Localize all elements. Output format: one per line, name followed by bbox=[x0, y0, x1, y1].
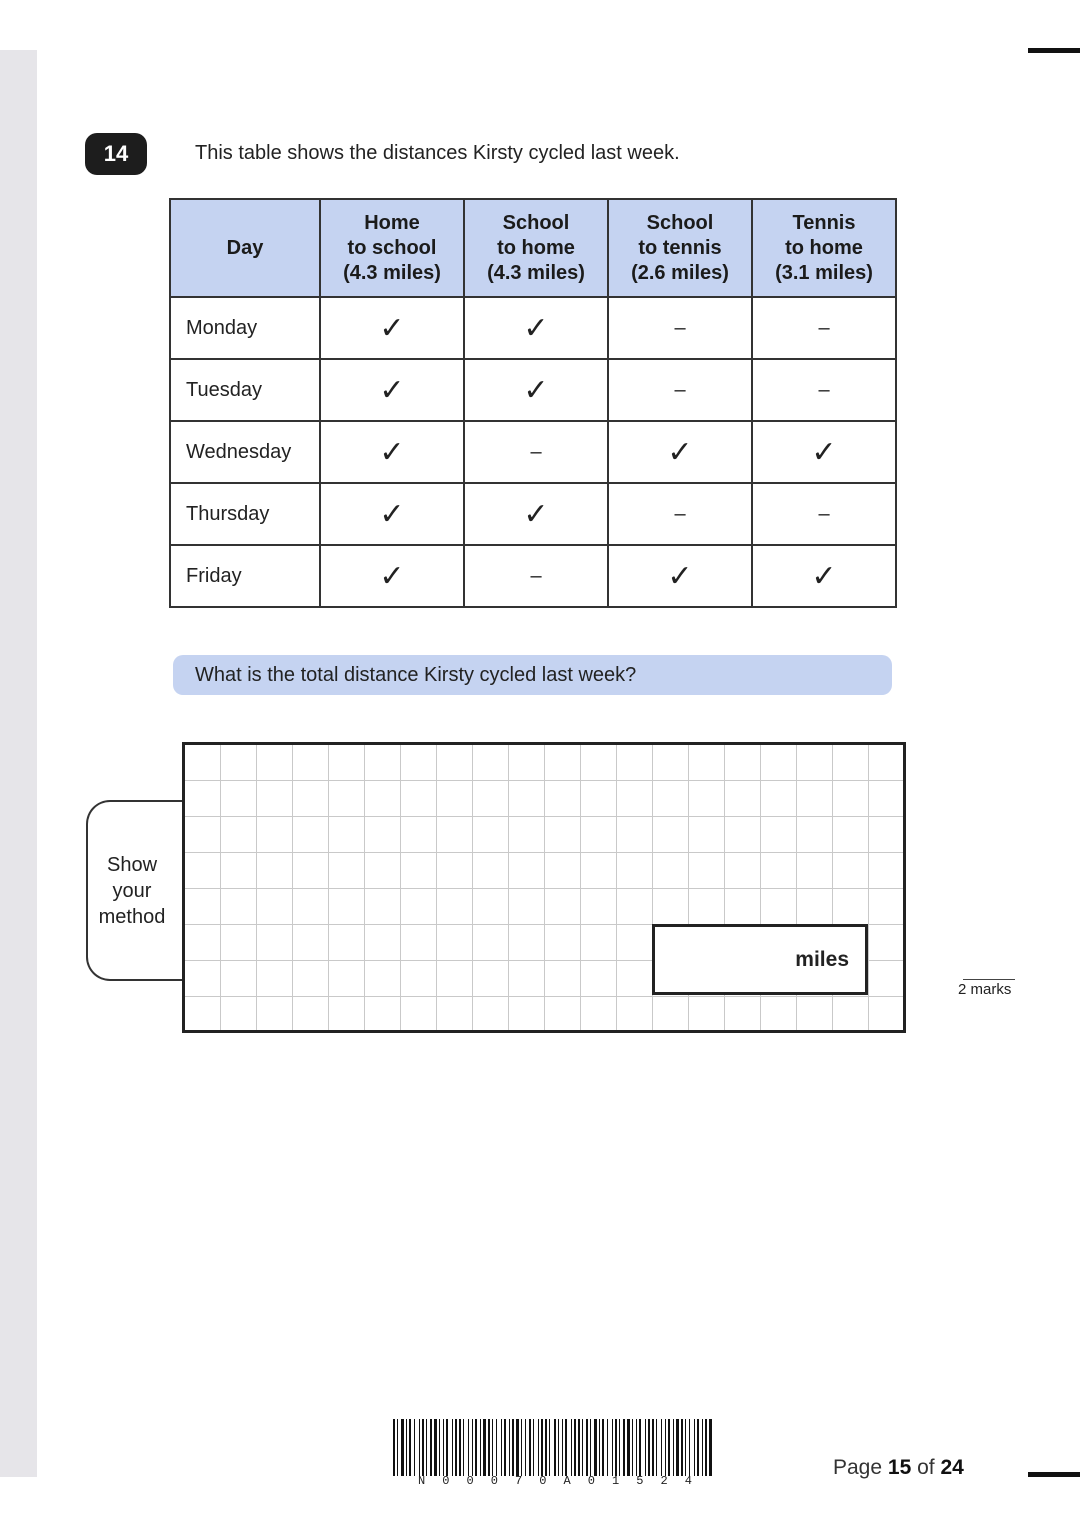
barcode-bar bbox=[578, 1419, 580, 1476]
trip-cell: – bbox=[464, 421, 608, 483]
barcode-bar bbox=[509, 1419, 510, 1476]
barcode-bar bbox=[545, 1419, 547, 1476]
trip-cell: ✓ bbox=[320, 483, 464, 545]
barcode-bar bbox=[623, 1419, 625, 1476]
barcode-bar bbox=[492, 1419, 493, 1476]
total-pages: 24 bbox=[940, 1456, 964, 1479]
barcode-bar bbox=[668, 1419, 670, 1476]
barcode-bar bbox=[697, 1419, 699, 1476]
question-number-badge: 14 bbox=[85, 133, 147, 175]
barcode-bar bbox=[590, 1419, 591, 1476]
barcode-image bbox=[393, 1419, 713, 1476]
header-line: Day bbox=[226, 236, 264, 259]
trip-cell: – bbox=[752, 297, 896, 359]
method-line: method bbox=[98, 905, 166, 928]
header-school-to-tennis bbox=[608, 199, 752, 297]
barcode-bar bbox=[525, 1419, 526, 1476]
trip-cell: ✓ bbox=[320, 359, 464, 421]
barcode-bar bbox=[393, 1419, 395, 1476]
trip-cell: – bbox=[752, 483, 896, 545]
barcode-bar bbox=[533, 1419, 534, 1476]
trip-cell: ✓ bbox=[752, 421, 896, 483]
barcode-bar bbox=[468, 1419, 469, 1476]
barcode-bar bbox=[480, 1419, 481, 1476]
barcode-char: 2 bbox=[660, 1474, 668, 1488]
header-line: School bbox=[646, 211, 714, 234]
header-line: (2.6 miles) bbox=[631, 261, 729, 284]
barcode-bar bbox=[512, 1419, 514, 1476]
barcode-bar bbox=[574, 1419, 576, 1476]
header-line: (4.3 miles) bbox=[343, 261, 441, 284]
barcode-bar bbox=[619, 1419, 620, 1476]
barcode-char: 0 bbox=[466, 1474, 474, 1488]
barcode-char: 4 bbox=[684, 1474, 692, 1488]
show-method-tab bbox=[86, 800, 190, 981]
barcode-bar bbox=[558, 1419, 559, 1476]
barcode-bar bbox=[571, 1419, 572, 1476]
barcode-bar bbox=[607, 1419, 608, 1476]
barcode-bar bbox=[645, 1419, 646, 1476]
barcode-bar bbox=[702, 1419, 703, 1476]
barcode-bar bbox=[521, 1419, 522, 1476]
barcode-bar bbox=[419, 1419, 420, 1476]
barcode-char: 0 bbox=[442, 1474, 450, 1488]
header-line: (3.1 miles) bbox=[775, 261, 873, 284]
barcode-bar bbox=[673, 1419, 674, 1476]
day-cell: Monday bbox=[170, 297, 320, 359]
barcode-bar bbox=[434, 1419, 437, 1476]
header-line: to school bbox=[347, 236, 437, 259]
current-page: 15 bbox=[887, 1456, 912, 1479]
table-header-row bbox=[170, 199, 896, 297]
trip-cell: ✓ bbox=[320, 545, 464, 607]
page-number bbox=[833, 1456, 964, 1480]
answer-box[interactable] bbox=[652, 924, 868, 995]
day-cell: Wednesday bbox=[170, 421, 320, 483]
header-line: to home bbox=[785, 236, 863, 259]
trip-cell: ✓ bbox=[608, 421, 752, 483]
trip-cell: ✓ bbox=[320, 421, 464, 483]
barcode-bar bbox=[565, 1419, 567, 1476]
trip-cell: – bbox=[608, 359, 752, 421]
barcode-bar bbox=[406, 1419, 407, 1476]
barcode-bar bbox=[409, 1419, 411, 1476]
trip-cell: ✓ bbox=[752, 545, 896, 607]
barcode-bar bbox=[627, 1419, 630, 1476]
trip-cell: – bbox=[464, 545, 608, 607]
day-cell: Tuesday bbox=[170, 359, 320, 421]
trip-cell: ✓ bbox=[320, 297, 464, 359]
barcode-bar bbox=[541, 1419, 543, 1476]
barcode-char: 7 bbox=[515, 1474, 523, 1488]
barcode-bar bbox=[602, 1419, 604, 1476]
trip-cell: ✓ bbox=[608, 545, 752, 607]
barcode-char: 0 bbox=[587, 1474, 595, 1488]
of-word: of bbox=[917, 1456, 935, 1479]
barcode-bar bbox=[439, 1419, 440, 1476]
barcode-bar bbox=[504, 1419, 506, 1476]
barcode-bar bbox=[397, 1419, 398, 1476]
barcode-bar bbox=[709, 1419, 712, 1476]
header-line: to tennis bbox=[638, 236, 722, 259]
barcode-bar bbox=[639, 1419, 641, 1476]
barcode-bar bbox=[685, 1419, 686, 1476]
barcode-bar bbox=[689, 1419, 690, 1476]
barcode-bar bbox=[582, 1419, 583, 1476]
table-row bbox=[170, 421, 896, 483]
barcode-bar bbox=[549, 1419, 550, 1476]
barcode-bar bbox=[652, 1419, 654, 1476]
answer-unit-label: miles bbox=[795, 947, 849, 971]
page-word: Page bbox=[833, 1456, 883, 1479]
page-margin-strip bbox=[0, 50, 37, 1477]
barcode-bar bbox=[554, 1419, 556, 1476]
barcode-char: 5 bbox=[636, 1474, 644, 1488]
trip-cell: – bbox=[608, 297, 752, 359]
barcode-bar bbox=[496, 1419, 497, 1476]
header-line: (4.3 miles) bbox=[487, 261, 585, 284]
barcode-char: 0 bbox=[539, 1474, 547, 1488]
barcode-bar bbox=[562, 1419, 563, 1476]
barcode-bar bbox=[430, 1419, 432, 1476]
table-row bbox=[170, 359, 896, 421]
barcode-bar bbox=[452, 1419, 453, 1476]
barcode-bar bbox=[426, 1419, 427, 1476]
barcode-bar bbox=[612, 1419, 613, 1476]
bottom-edge-mark bbox=[1028, 1472, 1080, 1477]
marks-rule bbox=[963, 979, 1015, 980]
barcode-bar bbox=[401, 1419, 404, 1476]
barcode-bar bbox=[681, 1419, 683, 1476]
barcode-bar bbox=[488, 1419, 490, 1476]
header-school-to-home bbox=[464, 199, 608, 297]
method-line: Show bbox=[106, 853, 158, 876]
table-row bbox=[170, 545, 896, 607]
barcode-bar bbox=[516, 1419, 519, 1476]
barcode-bar bbox=[694, 1419, 695, 1476]
method-line: your bbox=[112, 879, 152, 902]
header-line: Tennis bbox=[792, 211, 856, 234]
barcode-bar bbox=[443, 1419, 444, 1476]
barcode-bar bbox=[665, 1419, 666, 1476]
barcode-bar bbox=[501, 1419, 502, 1476]
barcode-bar bbox=[422, 1419, 424, 1476]
barcode-char: N bbox=[418, 1474, 426, 1488]
barcode-bar bbox=[463, 1419, 464, 1476]
day-cell: Friday bbox=[170, 545, 320, 607]
header-line: Home bbox=[364, 211, 420, 234]
barcode-bar bbox=[446, 1419, 448, 1476]
header-day bbox=[170, 199, 320, 297]
barcode-bar bbox=[594, 1419, 597, 1476]
barcode-bar bbox=[648, 1419, 650, 1476]
marks-label: 2 marks bbox=[958, 981, 1012, 998]
barcode-bar bbox=[661, 1419, 662, 1476]
header-tennis-to-home bbox=[752, 199, 896, 297]
barcode-bar bbox=[676, 1419, 679, 1476]
barcode-bar bbox=[483, 1419, 486, 1476]
barcode-bar bbox=[599, 1419, 600, 1476]
trip-cell: – bbox=[752, 359, 896, 421]
distance-table bbox=[169, 198, 897, 608]
barcode-char: A bbox=[563, 1474, 571, 1488]
trip-cell: ✓ bbox=[464, 297, 608, 359]
barcode-bar bbox=[615, 1419, 617, 1476]
barcode-bar bbox=[636, 1419, 637, 1476]
show-method-label bbox=[99, 852, 166, 930]
header-line: School bbox=[502, 211, 570, 234]
barcode-char: 1 bbox=[612, 1474, 620, 1488]
question-prompt-text: What is the total distance Kirsty cycled last week? bbox=[195, 663, 637, 686]
top-edge-mark bbox=[1028, 48, 1080, 53]
barcode-bar bbox=[455, 1419, 457, 1476]
barcode-bar bbox=[414, 1419, 415, 1476]
header-home-to-school bbox=[320, 199, 464, 297]
barcode-bar bbox=[538, 1419, 539, 1476]
barcode-bar bbox=[529, 1419, 531, 1476]
question-prompt bbox=[173, 655, 892, 695]
barcode-char: 0 bbox=[490, 1474, 498, 1488]
table-row bbox=[170, 483, 896, 545]
barcode-bar bbox=[656, 1419, 657, 1476]
barcode-bar bbox=[475, 1419, 477, 1476]
barcode-bar bbox=[705, 1419, 707, 1476]
table-row bbox=[170, 297, 896, 359]
header-line: to home bbox=[497, 236, 575, 259]
trip-cell: – bbox=[608, 483, 752, 545]
barcode-bar bbox=[586, 1419, 588, 1476]
trip-cell: ✓ bbox=[464, 359, 608, 421]
day-cell: Thursday bbox=[170, 483, 320, 545]
barcode-bar bbox=[632, 1419, 633, 1476]
barcode-bar bbox=[459, 1419, 461, 1476]
question-intro: This table shows the distances Kirsty cycled last week. bbox=[195, 142, 680, 164]
barcode-text bbox=[418, 1474, 692, 1488]
barcode-bar bbox=[472, 1419, 473, 1476]
trip-cell: ✓ bbox=[464, 483, 608, 545]
